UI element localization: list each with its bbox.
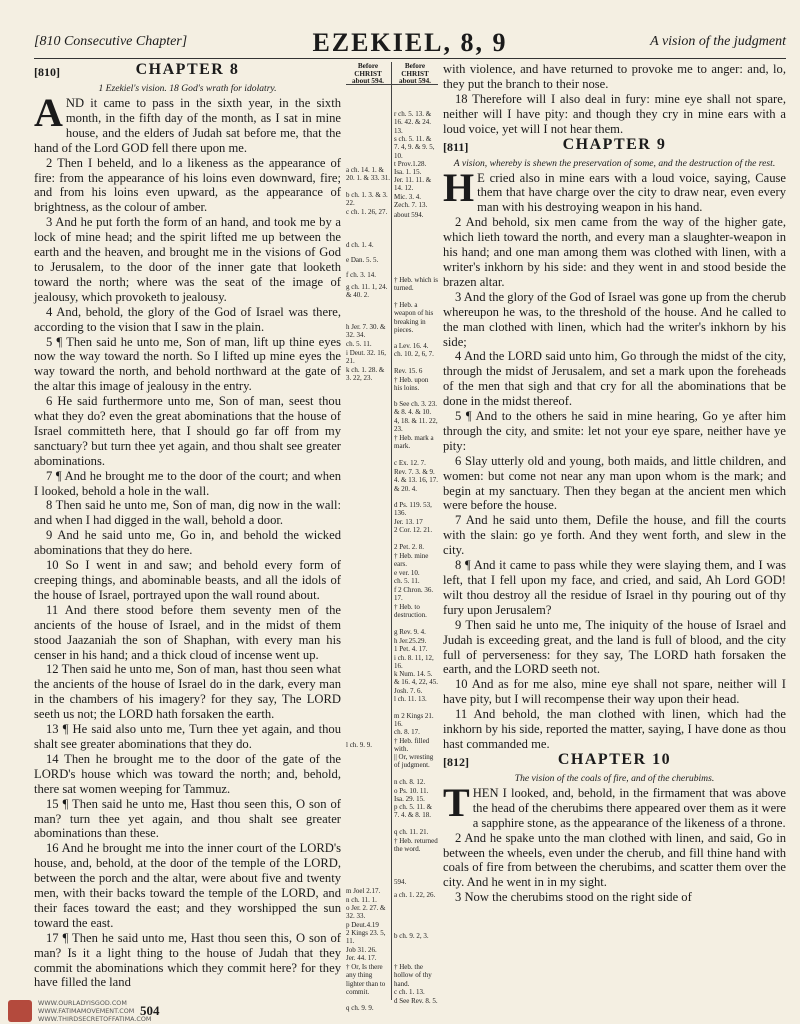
chapter-summary: The vision of the coals of fire, and of the cherubims.	[514, 772, 715, 784]
margin-reference: ch. 5. 11.	[394, 577, 420, 585]
chapter-10-heading	[443, 750, 786, 773]
reference-headers	[346, 62, 438, 85]
margin-reference: b ch. 1. 3. & 3. 22.	[346, 191, 388, 208]
margin-reference: f ch. 3. 14.	[346, 271, 376, 279]
margin-reference: Job 31. 26.	[346, 946, 377, 954]
margin-reference: a ch. 14. 1. & 20. 1. & 33. 31.	[346, 166, 390, 183]
drop-cap: T	[443, 779, 470, 825]
before-christ-label: Before CHRIST about 594.	[352, 62, 384, 86]
margin-reference: || Or, wresting of judgment.	[394, 753, 434, 770]
verse: 11 And behold, the man clothed with linen, which had the inkhorn by his side, reported the matter, saying, I have done as thou hast commanded me.	[443, 707, 786, 751]
chapter-summary: A vision, whereby is shewn the preservation of some, and the destruction of the rest.	[453, 157, 776, 169]
margin-reference: i ch. 8. 11, 12, 16.	[394, 654, 434, 671]
margin-reference: b ch. 9. 2, 3.	[394, 932, 429, 940]
margin-reference: † Heb. which is turned.	[394, 276, 438, 293]
verse: 16 And he brought me into the inner court of the LORD's house, and, behold, at the door of the temple of the LORD, between the porch and the altar, were about five and twenty men, with their backs toward the temple of the LORD, and their faces toward the east; and they worshipped the sun toward the east.	[34, 841, 341, 930]
margin-reference: Jer. 11. 11. & 14. 12.	[394, 176, 432, 193]
margin-reference: Isa. 29. 15.	[394, 795, 425, 803]
footer-links	[38, 999, 151, 1023]
verse: 4 And, behold, the glory of the God of Israel was there, according to the vision that I saw in the plain.	[34, 304, 341, 334]
margin-reference: t Prov.1.28.	[394, 160, 427, 168]
margin-reference: a ch. 1. 22, 26.	[394, 891, 436, 899]
verse: 11 And there stood before them seventy men of the ancients of the house of Israel, and in the midst of them stood Jaazaniah the son of Shaphan, with every man his censer in his hand; and a thick cloud of incense went up.	[34, 602, 341, 662]
margin-reference: m Joel 2.17.	[346, 887, 381, 895]
verse	[34, 90, 341, 156]
margin-reference: 2 Pet. 2. 8.	[394, 543, 424, 551]
chapter-9-heading	[443, 135, 786, 158]
margin-reference: Rev. 7. 3. & 9. 4. & 13. 16, 17. & 20. 4.	[394, 468, 438, 493]
chapter-8-heading	[34, 63, 341, 83]
verse: 2 And behold, six men came from the way of the higher gate, which lieth toward the north, and every man a slaughter-weapon in his hand; and one man among them was clothed with linen, with a writer's inkhorn by his side: and they went in and stood beside the brazen altar.	[443, 215, 786, 289]
verse	[443, 164, 786, 216]
verse: 12 Then said he unto me, Son of man, hast thou seen what the ancients of the house of Israel do in the dark, every man in the chambers of his imagery? for they say, The LORD seeth us not; the LORD hath forsaken the earth.	[34, 662, 341, 722]
margin-reference: i Deut. 32. 16, 21.	[346, 349, 387, 366]
verse: 2 And he spake unto the man clothed with linen, and said, Go in between the wheels, even under the cherub, and fill thine hand with coals of fire from between the cherubims, and scatter them over the city. And he went in in my sight.	[443, 830, 786, 890]
verse: 7 And he said unto them, Defile the house, and fill the courts with the slain: go ye forth. And they went forth, and slew in the city.	[443, 513, 786, 558]
margin-reference: p Deut.4.19	[346, 921, 379, 929]
verse: 5 ¶ Then said he unto me, Son of man, lift up thine eyes now the way toward the north. So I lifted up mine eyes the way toward the north, and behold northward at the gate of the altar this image of jealousy in the entry.	[34, 334, 341, 394]
margin-reference: † Heb. mark a mark.	[394, 434, 434, 451]
page-header	[34, 30, 786, 56]
chapter-number: [810]	[34, 65, 60, 79]
verse: 3 And the glory of the God of Israel was gone up from the cherub whereupon he was, to the threshold of the house. And he called to the man clothed with linen, which had the writer's inkhorn by his side;	[443, 289, 786, 349]
footer-link[interactable]: WWW.FATIMAMOVEMENT.COM	[38, 1007, 135, 1015]
margin-reference: † Heb. the hollow of thy hand.	[394, 963, 432, 988]
margin-reference: ch. 10. 2, 6, 7.	[394, 350, 434, 358]
chapter-title: CHAPTER 8	[135, 61, 240, 78]
margin-reference: ch. 8. 17.	[394, 728, 420, 736]
verse: 13 ¶ He said also unto me, Turn thee yet again, and thou shalt see greater abominations that they do.	[34, 722, 341, 751]
margin-reference: a Lev. 16. 4.	[394, 342, 429, 350]
running-head: A vision of the judgment	[650, 34, 786, 49]
verse: 9 Then said he unto me, The iniquity of the house of Israel and Judah is exceeding great, and the land is full of blood, and the city full of perverseness: for they say, The LORD hath forsaken the earth, and the LORD seeth not.	[443, 617, 786, 677]
margin-reference: g Rev. 9. 4.	[394, 628, 426, 636]
drop-cap: H	[443, 164, 475, 210]
margin-reference: Rev. 15. 6	[394, 367, 423, 375]
margin-reference: p ch. 5. 11. & 7. 4. & 8. 18.	[394, 803, 433, 820]
margin-reference: † Or, Is there any thing lighter than to commit.	[346, 963, 386, 996]
margin-reference: Mic. 3. 4.	[394, 193, 422, 201]
margin-reference: m 2 Kings 21. 16.	[394, 712, 434, 729]
margin-reference: † Heb. mine ears.	[394, 552, 429, 569]
margin-reference: Jer. 13. 17	[394, 518, 423, 526]
verse: 18 Therefore will I also deal in fury: mine eye shall not spare, neither will I have pity: and though they cry in mine ears with a loud voice, yet will I not hear them.	[443, 91, 786, 136]
margin-reference: e ver. 10.	[394, 569, 420, 577]
verse: 3 Now the cherubims stood on the right side of	[455, 890, 692, 905]
margin-reference: † Heb. returned the word.	[394, 837, 438, 854]
margin-reference: 2 Cor. 12. 21.	[394, 526, 433, 534]
margin-reference: c Ex. 12. 7.	[394, 459, 426, 467]
header-rule	[34, 58, 786, 59]
margin-reference: f 2 Chron. 36. 17.	[394, 586, 434, 603]
margin-reference: n ch. 8. 12.	[394, 778, 426, 786]
margin-reference: Zech. 7. 13.	[394, 201, 428, 209]
verse-text: E cried also in mine ears with a loud voice, saying, Cause them that have charge over the city to draw near, even every man with his destroying weapon in his hand.	[477, 170, 786, 215]
page-number: 504	[140, 1003, 160, 1018]
verse: 8 Then said he unto me, Son of man, dig now in the wall: and when I had digged in the wall, behold a door.	[34, 498, 341, 528]
margin-reference: ch. 5. 11.	[346, 340, 372, 348]
verse: 17 ¶ Then he said unto me, Hast thou seen this, O son of man? Is it a light thing to the house of Judah that they commit the abominations which they commit here? for they have filled the land	[34, 930, 341, 990]
margin-reference: Jer. 44. 17.	[346, 954, 377, 962]
chapter-summary: 1 Ezekiel's vision. 18 God's wrath for idolatry.	[98, 83, 277, 94]
reference-column	[346, 62, 438, 1012]
book-title: EZEKIEL, 8, 9	[312, 28, 508, 57]
margin-reference: g ch. 11. 1, 24. & 40. 2.	[346, 283, 388, 300]
chapter-title: CHAPTER 10	[557, 750, 672, 768]
verse-text: HEN I looked, and, behold, in the firmament that was above the head of the cherubims there appeared over them as it were a sapphire stone, as the appearance of the likeness of a throne.	[472, 785, 786, 830]
logo-icon	[8, 1000, 32, 1022]
verse: 10 So I went in and saw; and behold every form of creeping things, and abominable beasts, and all the idols of the house of Israel, portrayed upon the wall round about.	[34, 558, 341, 602]
consecutive-chapter-label: [810 Consecutive Chapter]	[34, 34, 188, 49]
margin-reference: q ch. 11. 21.	[394, 828, 429, 836]
footer-link[interactable]: WWW.OURLADYISGOD.COM	[38, 999, 127, 1007]
chapter-title: CHAPTER 9	[562, 135, 667, 153]
margin-reference: about 594.	[394, 211, 424, 219]
margin-reference: † Heb. a weapon of his breaking in pieces.	[394, 301, 434, 334]
margin-reference: q ch. 9. 9.	[346, 1004, 374, 1012]
verse: 15 ¶ Then said he unto me, Hast thou seen this, O son of man? turn thee yet again, and thou shalt see greater abominations than these.	[34, 796, 341, 841]
margin-reference: † Heb. filled with.	[394, 737, 430, 754]
margin-reference: † Heb. upon his loins.	[394, 376, 429, 393]
margin-reference: l ch. 11. 13.	[394, 695, 427, 703]
verse: 2 Then I beheld, and lo a likeness as the appearance of fire: from the appearance of his loins even downward, fire; and from his loins even upward, as the appearance of brightness, as the colour of amber.	[34, 155, 341, 215]
margin-reference: d Ps. 119. 53, 136.	[394, 501, 432, 518]
before-christ-label: Before CHRIST about 594.	[399, 62, 431, 86]
right-text-column	[443, 62, 786, 905]
margin-reference: r ch. 5. 13. & 16. 42. & 24. 13.	[394, 110, 432, 135]
footer-link[interactable]: WWW.THIRDSECRETOFFATIMA.COM	[38, 1015, 152, 1023]
verse: 4 And the LORD said unto him, Go through the midst of the city, through the midst of Jerusalem, and set a mark upon the foreheads of the men that sigh and that cry for all the abominations that be done in the midst thereof.	[443, 349, 786, 409]
verse: 6 Slay utterly old and young, both maids, and little children, and women: but come not near any man upon whom is the mark; and begin at my sanctuary. Then they began at the ancient men which were before the house.	[443, 453, 786, 513]
verse: 10 And as for me also, mine eye shall not spare, neither will I have pity, but I will recompense their way upon their head.	[443, 677, 786, 707]
chapter-number: [811]	[443, 139, 469, 154]
margin-reference: d ch. 1. 4.	[346, 241, 374, 249]
drop-cap: A	[34, 90, 63, 135]
margin-reference: n ch. 11. 1.	[346, 896, 377, 904]
verse: 8 ¶ And it came to pass while they were slaying them, and I was left, that I fell upon my face, and cried, and said, Ah Lord GOD! wilt thou destroy all the residue of Israel in thy pouring out of thy fury upon Jerusalem?	[443, 558, 786, 617]
margin-reference: k Num. 14. 5. & 16. 4, 22, 45.	[394, 670, 438, 687]
margin-reference: h Jer.25.29.	[394, 637, 427, 645]
margin-reference: c ch. 1. 13.	[394, 988, 425, 996]
verse	[443, 779, 786, 831]
margin-reference: l ch. 9. 9.	[346, 741, 373, 749]
margin-reference: † Heb. to destruction.	[394, 603, 427, 620]
margin-reference: e Dan. 5. 5.	[346, 256, 379, 264]
verse: 3 And he put forth the form of an hand, and took me by a lock of mine head; and the spirit lifted me up between the earth and the heaven, and brought me in the visions of God to Jerusalem, to the door of the inner gate that looketh toward the north; where was the seat of the image of jealousy, which provoketh to jealousy.	[34, 215, 341, 304]
margin-reference: 2 Kings 23. 5, 11.	[346, 929, 386, 946]
verse: with violence, and have returned to provoke me to anger: and, lo, they put the branch to their nose.	[443, 62, 786, 91]
reference-divider	[391, 62, 392, 1000]
margin-reference: o Ps. 10. 11.	[394, 787, 429, 795]
margin-reference: b See ch. 3. 23. & 8. 4. & 10. 4, 18. & 11. 22, 23.	[394, 400, 438, 433]
margin-reference: s ch. 5. 11. & 7. 4, 9. & 9. 5, 10.	[394, 135, 435, 160]
margin-reference: k ch. 1. 28. & 3. 22, 23.	[346, 366, 385, 383]
margin-reference: h Jer. 7. 30. & 32. 34.	[346, 323, 386, 340]
margin-reference: 1 Pet. 4. 17.	[394, 645, 428, 653]
left-text-column	[34, 62, 341, 990]
verse: 5 ¶ And to the others he said in mine hearing, Go ye after him through the city, and smite: let not your eye spare, neither have ye pity:	[443, 409, 786, 453]
margin-reference: 594.	[394, 878, 407, 886]
margin-reference: Josh. 7. 6.	[394, 687, 423, 695]
verse-text: ND it came to pass in the sixth year, in the sixth month, in the fifth day of the month, as I sat in mine house, and the elders of Judah sat before me, that the hand of the Lord GOD fell there upon me.	[34, 96, 341, 155]
margin-reference: Isa. 1. 15.	[394, 168, 422, 176]
verse: 7 ¶ And he brought me to the door of the court; and when I looked, behold a hole in the wall.	[34, 468, 341, 498]
chapter-number: [812]	[443, 754, 469, 769]
verse: 6 He said furthermore unto me, Son of man, seest thou what they do? even the great abominations that the house of Israel committeth here, that I should go far off from my sanctuary? but turn thee yet again, and thou shalt see greater abominations.	[34, 394, 341, 468]
margin-reference: o Jer. 2. 27. & 32. 33.	[346, 904, 386, 921]
verse: 9 And he said unto me, Go in, and behold the wicked abominations that they do here.	[34, 528, 341, 558]
margin-reference: c ch. 1. 26, 27.	[346, 208, 388, 216]
margin-reference: d See Rev. 8. 5.	[394, 997, 438, 1005]
verse: 14 Then he brought me to the door of the gate of the LORD's house which was toward the north; and, behold, there sat women weeping for Tammuz.	[34, 751, 341, 796]
